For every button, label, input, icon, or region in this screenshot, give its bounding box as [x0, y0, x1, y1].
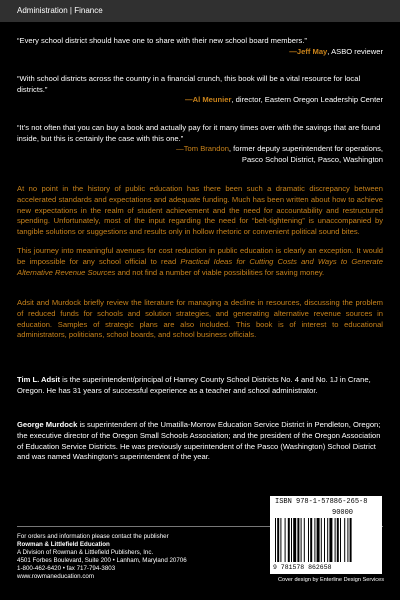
- quote-attribution: [17, 95, 383, 106]
- description-text: At no point in the history of public education has there been such a dramatic discrepancy between accelerated standards and expectations and adequate funding. Much has been written about how to achieve new expectations in the realm of student achievement and the need for accountability and restructured spending. Unfortunately, most of the input regarding the need for “belt-tightening” is unaccompanied by tangible solutions or suggestions and results only in hollow rhetoric or convenient political sound bites.: [17, 184, 383, 237]
- description-paragraph-3: [17, 298, 383, 341]
- isbn-barcode: [270, 496, 382, 574]
- author-bio-1: [17, 375, 383, 397]
- quote-attribution-name: —Tom Brandon: [176, 144, 229, 154]
- category-bar: [0, 0, 400, 22]
- quote-attribution-role: , director, Eastern Oregon Leadership Center: [231, 95, 383, 105]
- publisher-address: 4501 Forbes Boulevard, Suite 200 • Lanham, Maryland 20706: [17, 557, 187, 565]
- author-name: George Murdock: [17, 420, 78, 429]
- author-name: Tim L. Adsit: [17, 375, 61, 384]
- quote-text: “Every school district should have one to share with their new school board members.”: [17, 36, 307, 45]
- bio-text: [17, 375, 383, 397]
- description-text: [17, 246, 383, 278]
- publisher-name: [17, 541, 267, 549]
- quote-text: “With school districts across the country in a financial crunch, this book will be a vital resource for local districts.”: [17, 74, 361, 94]
- author-bio-2: [17, 420, 383, 463]
- barcode-digits: 9 781578 862658: [273, 564, 332, 571]
- bio-text: [17, 420, 383, 463]
- quote-attribution-name: —Al Meunier: [185, 95, 232, 105]
- bio-body: is superintendent of the Umatilla-Morrow Education Service District in Pendleton, Oregon; the executive director of the Oregon Small Schools Association; and the president of the Oregon Association of Education Service Districts. He was previously superintendent of the Pasco (Washington) School District and was named Washington’s superintendent of the year.: [17, 420, 381, 462]
- quote-attribution-line2: Pasco School District, Pasco, Washington: [241, 154, 383, 164]
- barcode-icon: [275, 518, 377, 562]
- publisher-name-text: Rowman & Littlefield Education: [17, 541, 110, 549]
- bio-body: is the superintendent/principal of Harney County School Districts No. 4 and No. 1J in Crane, Oregon. He has 31 years of successful experience as a teacher and school administrator.: [17, 375, 371, 395]
- quote-attribution-role: , ASBO reviewer: [327, 46, 383, 56]
- publisher-website: www.rowmaneducation.com: [17, 573, 95, 581]
- quote-attribution: [17, 144, 383, 155]
- category-label: Administration | Finance: [17, 6, 103, 15]
- publisher-line: For orders and information please contact the publisher: [17, 533, 169, 540]
- quote-text: “It’s not often that you can buy a book and actually pay for it many times over with the savings that are found inside, but this is certainly the case with this one.”: [17, 123, 381, 143]
- book-title: Practical Ideas for Cutting Costs and Ways to Generate Alternative Revenue Sources: [17, 256, 383, 277]
- price-code: 90000: [332, 509, 354, 517]
- design-credit: Cover design by Enterline Design Services: [277, 577, 384, 583]
- publisher-phone: 1-800-462-6420 • fax 717-794-3803: [17, 565, 116, 573]
- description-text: Adsit and Murdock briefly review the literature for managing a decline in resources, discussing the problem of reduced funds for schools and solution strategies, and generating alternative revenue sources in education. Samples of strategic plans are also included. This book is of interest to educational administrators, politicians, school boards, and school business officials.: [17, 298, 383, 340]
- description-text-part: This journey into meaningful avenues for cost reduction in public education is clearly an exception. It would be impossible for any school official to read: [17, 246, 383, 266]
- description-text-part: and not find a number of viable possibilities for saving money.: [115, 267, 325, 277]
- quote-3: [17, 123, 383, 165]
- quote-attribution: [17, 47, 383, 58]
- description-paragraph-1: [17, 184, 383, 238]
- isbn-label: ISBN 978-1-57886-265-8: [275, 498, 368, 506]
- quote-attribution-name: —Jeff May: [289, 46, 328, 56]
- description-paragraph-2: [17, 246, 383, 278]
- quote-1: [17, 36, 383, 57]
- publisher-line: A Division of Rowman & Littlefield Publishers, Inc.: [17, 549, 154, 557]
- quote-2: [17, 74, 383, 106]
- quote-attribution-role: , former deputy superintendent for operations,: [228, 144, 383, 154]
- publisher-info: [17, 533, 267, 582]
